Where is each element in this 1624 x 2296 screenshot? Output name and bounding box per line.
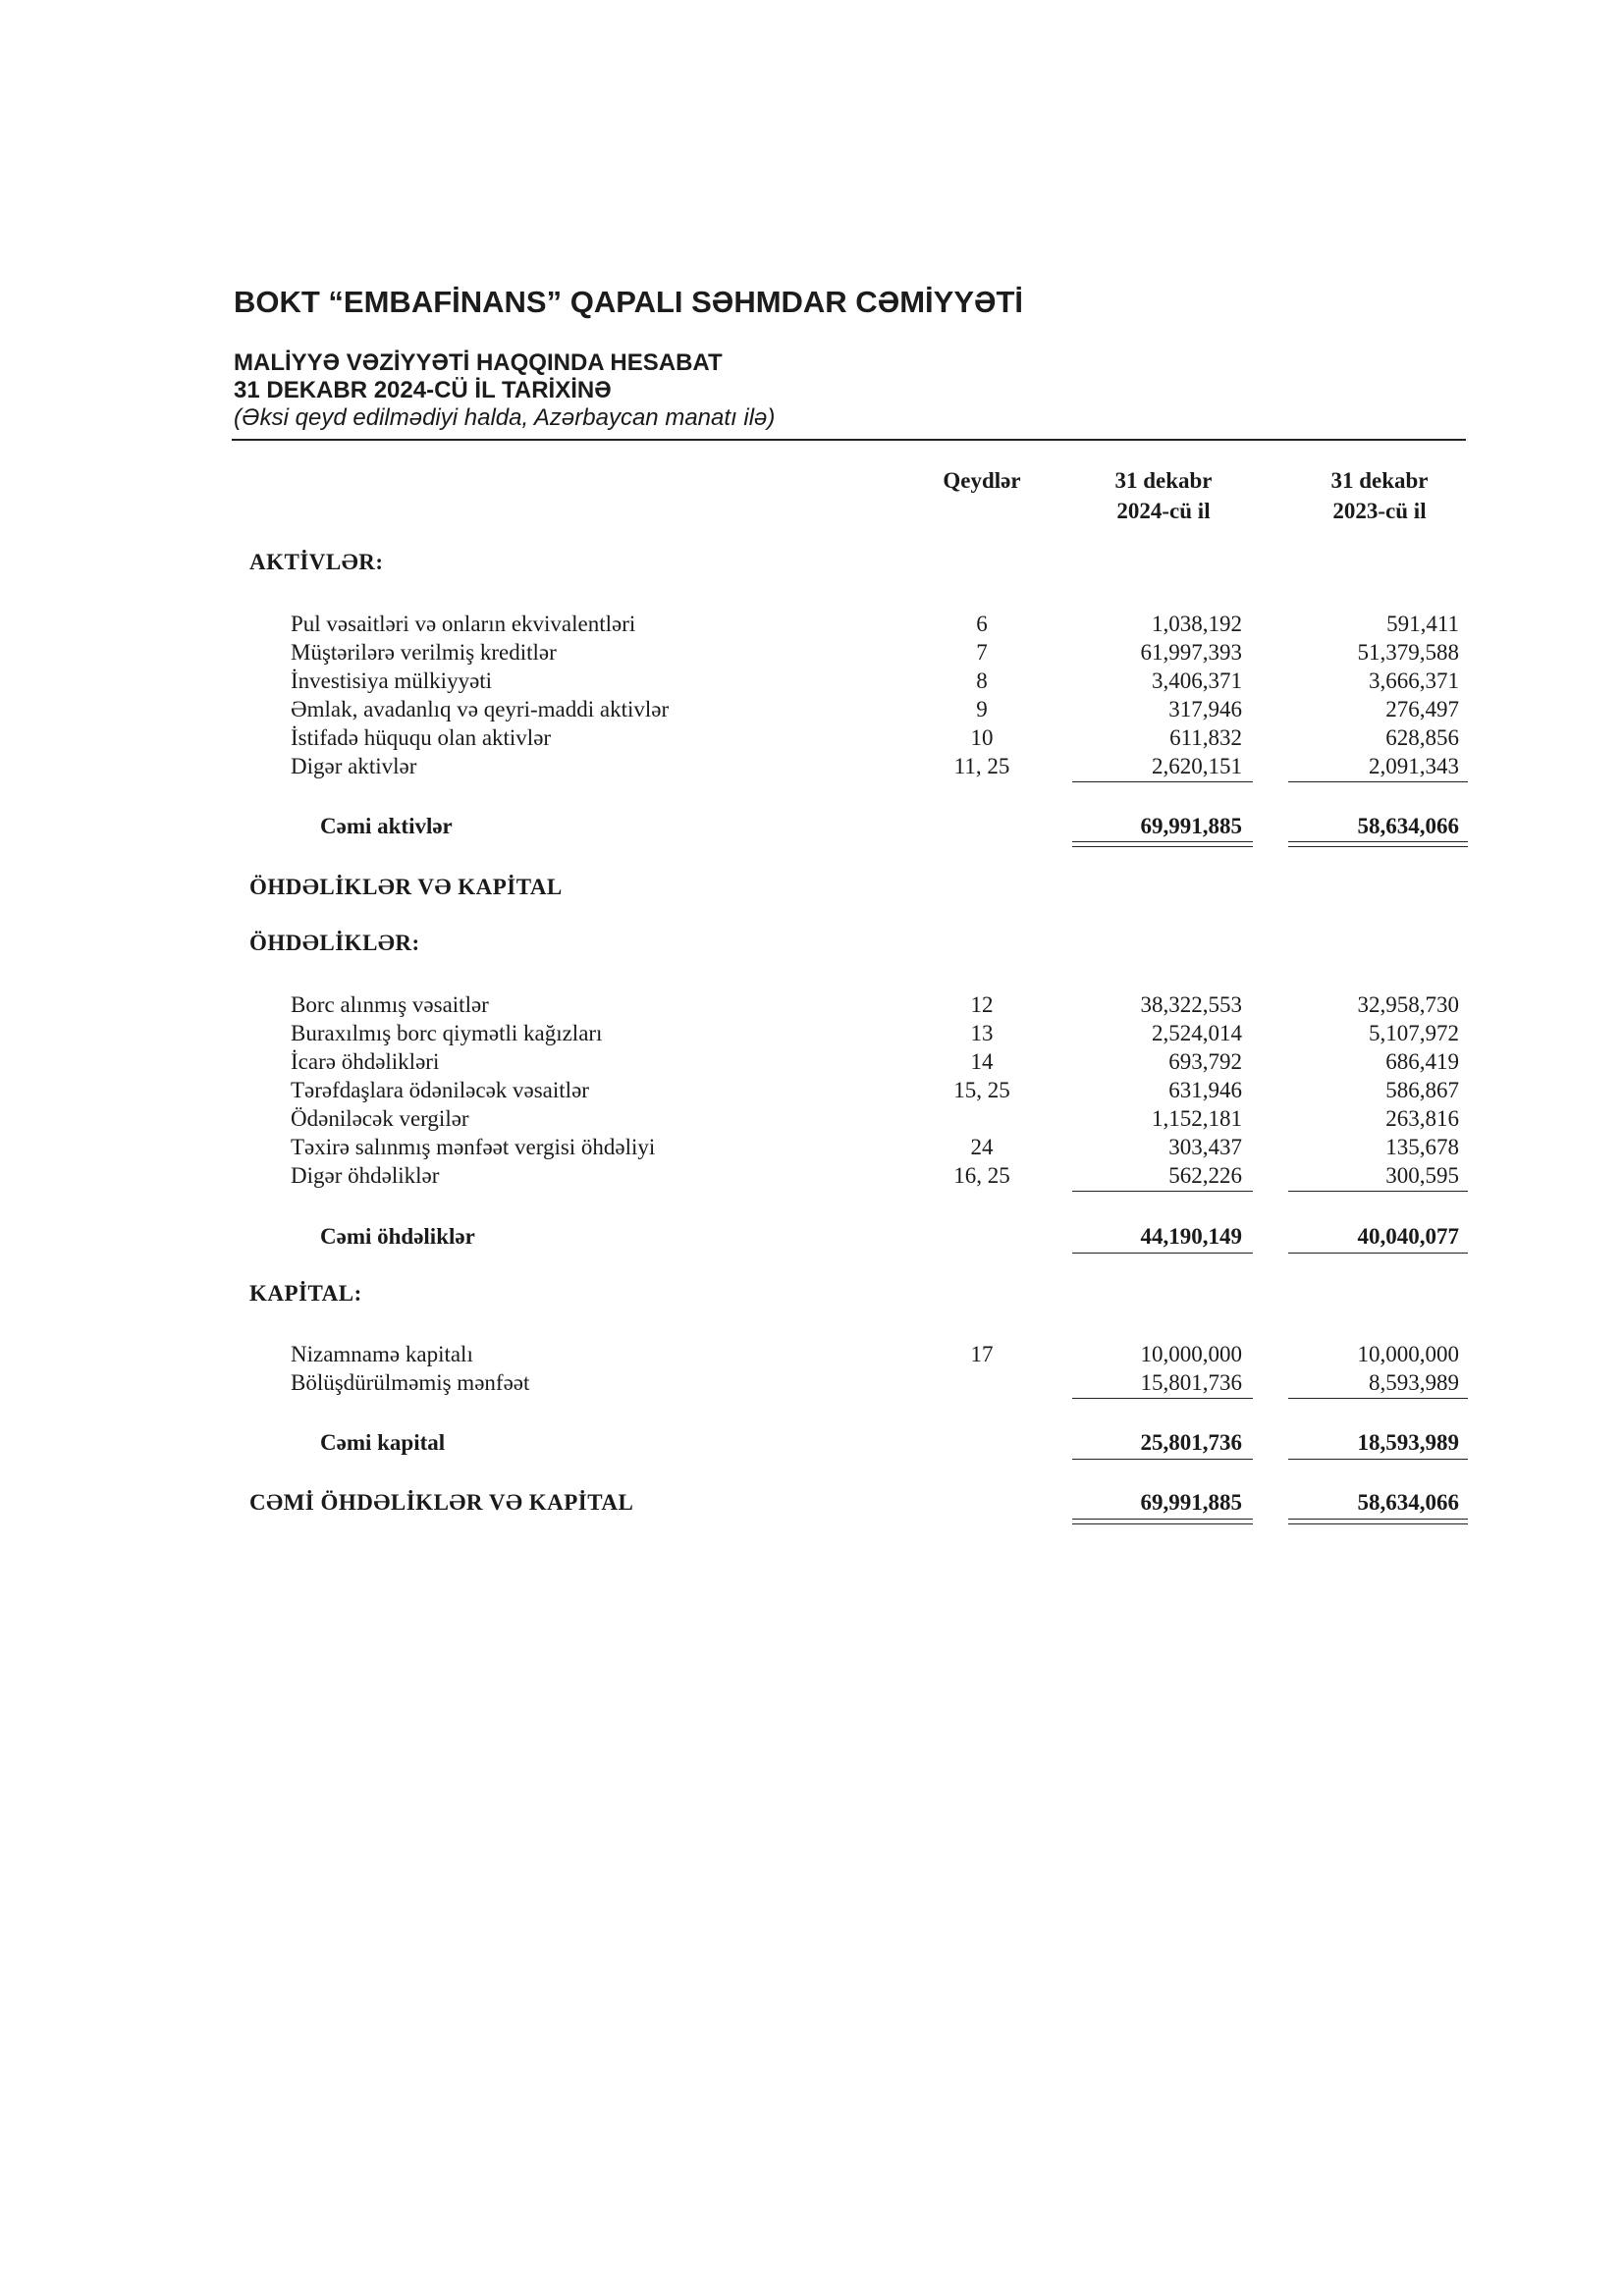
row-note: 16, 25	[953, 1163, 1010, 1188]
row-value-2024: 61,997,393	[1140, 640, 1242, 665]
row-value-2023: 628,856	[1385, 725, 1459, 750]
liabilities-equity-heading: ÖHDƏLİKLƏR VƏ KAPİTAL	[249, 875, 563, 899]
total-line-2024	[1072, 1253, 1253, 1254]
column-header-notes	[923, 465, 1041, 496]
subtotal-line-2024	[1072, 781, 1253, 782]
row-note: 17	[970, 1342, 994, 1366]
total-value-2024: 69,991,885	[1140, 814, 1242, 838]
total-double-line-2024	[1072, 846, 1253, 847]
row-note: 13	[970, 1021, 994, 1045]
row-value-2023: 3,666,371	[1369, 668, 1459, 693]
report-date: 31 DEKABR 2024-CÜ İL TARİXİNƏ	[234, 377, 612, 403]
row-value-2024: 10,000,000	[1140, 1342, 1242, 1366]
row-value-2023: 263,816	[1385, 1106, 1459, 1131]
equity-heading: KAPİTAL:	[249, 1281, 362, 1306]
total-value-2024: 25,801,736	[1140, 1430, 1242, 1455]
column-2023-line2: 2023-cü il	[1332, 499, 1427, 523]
table-row	[0, 752, 1624, 780]
row-value-2024: 3,406,371	[1152, 668, 1242, 693]
table-row	[0, 695, 1624, 723]
row-value-2024: 1,152,181	[1152, 1106, 1242, 1131]
row-label: Əmlak, avadanlıq və qeyri-maddi aktivlər	[291, 697, 670, 721]
total-line-2023	[1288, 1253, 1468, 1254]
column-header-2023	[1286, 465, 1473, 526]
table-row	[0, 1047, 1624, 1076]
row-label: Müştərilərə verilmiş kreditlər	[291, 640, 557, 665]
row-label: Nizamnamə kapitalı	[291, 1342, 473, 1366]
row-label: Borc alınmış vəsaitlər	[291, 992, 489, 1017]
total-label: Cəmi öhdəliklər	[320, 1224, 475, 1249]
row-value-2023: 686,419	[1385, 1049, 1459, 1074]
table-row	[0, 1104, 1624, 1133]
table-row	[0, 1019, 1624, 1047]
row-value-2023: 276,497	[1385, 697, 1459, 721]
total-label: Cəmi aktivlər	[320, 814, 453, 838]
total-row-assets	[0, 812, 1624, 840]
row-value-2023: 10,000,000	[1357, 1342, 1459, 1366]
row-label: Digər öhdəliklər	[291, 1163, 440, 1188]
row-label: Ödəniləcək vergilər	[291, 1106, 469, 1131]
table-row	[0, 667, 1624, 695]
table-row	[0, 1076, 1624, 1104]
table-row	[0, 1133, 1624, 1161]
row-label: Pul vəsaitləri və onların ekvivalentləri	[291, 612, 636, 636]
row-value-2023: 51,379,588	[1357, 640, 1459, 665]
grand-total-double-line-2023	[1288, 1523, 1468, 1524]
total-row-equity	[0, 1428, 1624, 1457]
row-value-2023: 591,411	[1386, 612, 1459, 636]
row-value-2024: 1,038,192	[1152, 612, 1242, 636]
row-label: Bölüşdürülməmiş mənfəət	[291, 1370, 530, 1395]
table-row	[0, 610, 1624, 638]
row-value-2023: 135,678	[1385, 1135, 1459, 1159]
row-value-2024: 38,322,553	[1140, 992, 1242, 1017]
total-value-2024: 44,190,149	[1140, 1224, 1242, 1249]
row-value-2023: 586,867	[1385, 1078, 1459, 1102]
row-value-2024: 2,524,014	[1152, 1021, 1242, 1045]
row-note: 6	[976, 612, 988, 636]
total-value-2023: 18,593,989	[1357, 1430, 1459, 1455]
table-row	[0, 1161, 1624, 1190]
liabilities-heading: ÖHDƏLİKLƏR:	[249, 931, 420, 955]
row-value-2023: 32,958,730	[1357, 992, 1459, 1017]
total-line-2023	[1288, 1459, 1468, 1460]
subtotal-line-2023	[1288, 1191, 1468, 1192]
row-value-2023: 300,595	[1385, 1163, 1459, 1188]
row-label: Təxirə salınmış mənfəət vergisi öhdəliyi	[291, 1135, 656, 1159]
row-note: 9	[976, 697, 988, 721]
row-value-2024: 2,620,151	[1152, 754, 1242, 778]
row-value-2024: 611,832	[1169, 725, 1242, 750]
grand-total-value-2024: 69,991,885	[1140, 1490, 1242, 1515]
total-row-liabilities	[0, 1222, 1624, 1251]
assets-heading: AKTİVLƏR:	[249, 550, 384, 574]
total-value-2023: 58,634,066	[1357, 814, 1459, 838]
row-label: İnvestisiya mülkiyyəti	[291, 668, 493, 693]
total-line-2023	[1288, 841, 1468, 842]
column-2024-line1: 31 dekabr	[1114, 468, 1213, 493]
currency-note: (Əksi qeyd edilmədiyi halda, Azərbaycan manatı ilə)	[234, 404, 776, 431]
grand-total-label: CƏMİ ÖHDƏLİKLƏR VƏ KAPİTAL	[249, 1490, 634, 1515]
row-value-2023: 8,593,989	[1369, 1370, 1459, 1395]
row-value-2024: 631,946	[1168, 1078, 1242, 1102]
row-value-2024: 562,226	[1168, 1163, 1242, 1188]
grand-total-double-line-2024	[1072, 1523, 1253, 1524]
row-note: 10	[970, 725, 994, 750]
table-row	[0, 990, 1624, 1019]
row-label: Digər aktivlər	[291, 754, 417, 778]
row-note: 7	[976, 640, 988, 665]
total-label: Cəmi kapital	[320, 1430, 446, 1455]
total-value-2023: 40,040,077	[1357, 1224, 1459, 1249]
subtotal-line-2024	[1072, 1191, 1253, 1192]
row-label: İcarə öhdəlikləri	[291, 1049, 440, 1074]
row-note: 8	[976, 668, 988, 693]
total-line-2024	[1072, 1459, 1253, 1460]
row-value-2023: 2,091,343	[1369, 754, 1459, 778]
row-value-2024: 317,946	[1168, 697, 1242, 721]
row-value-2023: 5,107,972	[1369, 1021, 1459, 1045]
row-note: 12	[970, 992, 994, 1017]
grand-total-row	[0, 1488, 1624, 1517]
table-row	[0, 723, 1624, 752]
report-title: MALİYYƏ VƏZİYYƏTİ HAQQINDA HESABAT	[234, 349, 723, 376]
row-value-2024: 693,792	[1168, 1049, 1242, 1074]
column-2023-line1: 31 dekabr	[1330, 468, 1429, 493]
company-name: BOKT “EMBAFİNANS” QAPALI SƏHMDAR CƏMİYYƏTİ	[234, 285, 1024, 319]
subtotal-line-2024	[1072, 1398, 1253, 1399]
grand-total-line-2024	[1072, 1519, 1253, 1520]
grand-total-line-2023	[1288, 1519, 1468, 1520]
table-row	[0, 638, 1624, 667]
subtotal-line-2023	[1288, 781, 1468, 782]
subtotal-line-2023	[1288, 1398, 1468, 1399]
column-2024-line2: 2024-cü il	[1116, 499, 1211, 523]
total-double-line-2023	[1288, 846, 1468, 847]
row-note: 11, 25	[953, 754, 1010, 778]
row-label: İstifadə hüququ olan aktivlər	[291, 725, 552, 750]
row-label: Buraxılmış borc qiymətli kağızları	[291, 1021, 603, 1045]
row-value-2024: 15,801,736	[1140, 1370, 1242, 1395]
row-note: 24	[970, 1135, 994, 1159]
row-note: 15, 25	[953, 1078, 1010, 1102]
column-notes-label: Qeydlər	[943, 468, 1021, 493]
grand-total-value-2023: 58,634,066	[1357, 1490, 1459, 1515]
header-divider	[232, 439, 1466, 441]
table-row	[0, 1340, 1624, 1368]
total-line-2024	[1072, 841, 1253, 842]
table-row	[0, 1368, 1624, 1397]
row-label: Tərəfdaşlara ödəniləcək vəsaitlər	[291, 1078, 589, 1102]
row-note: 14	[970, 1049, 994, 1074]
column-header-2024	[1070, 465, 1257, 526]
row-value-2024: 303,437	[1168, 1135, 1242, 1159]
